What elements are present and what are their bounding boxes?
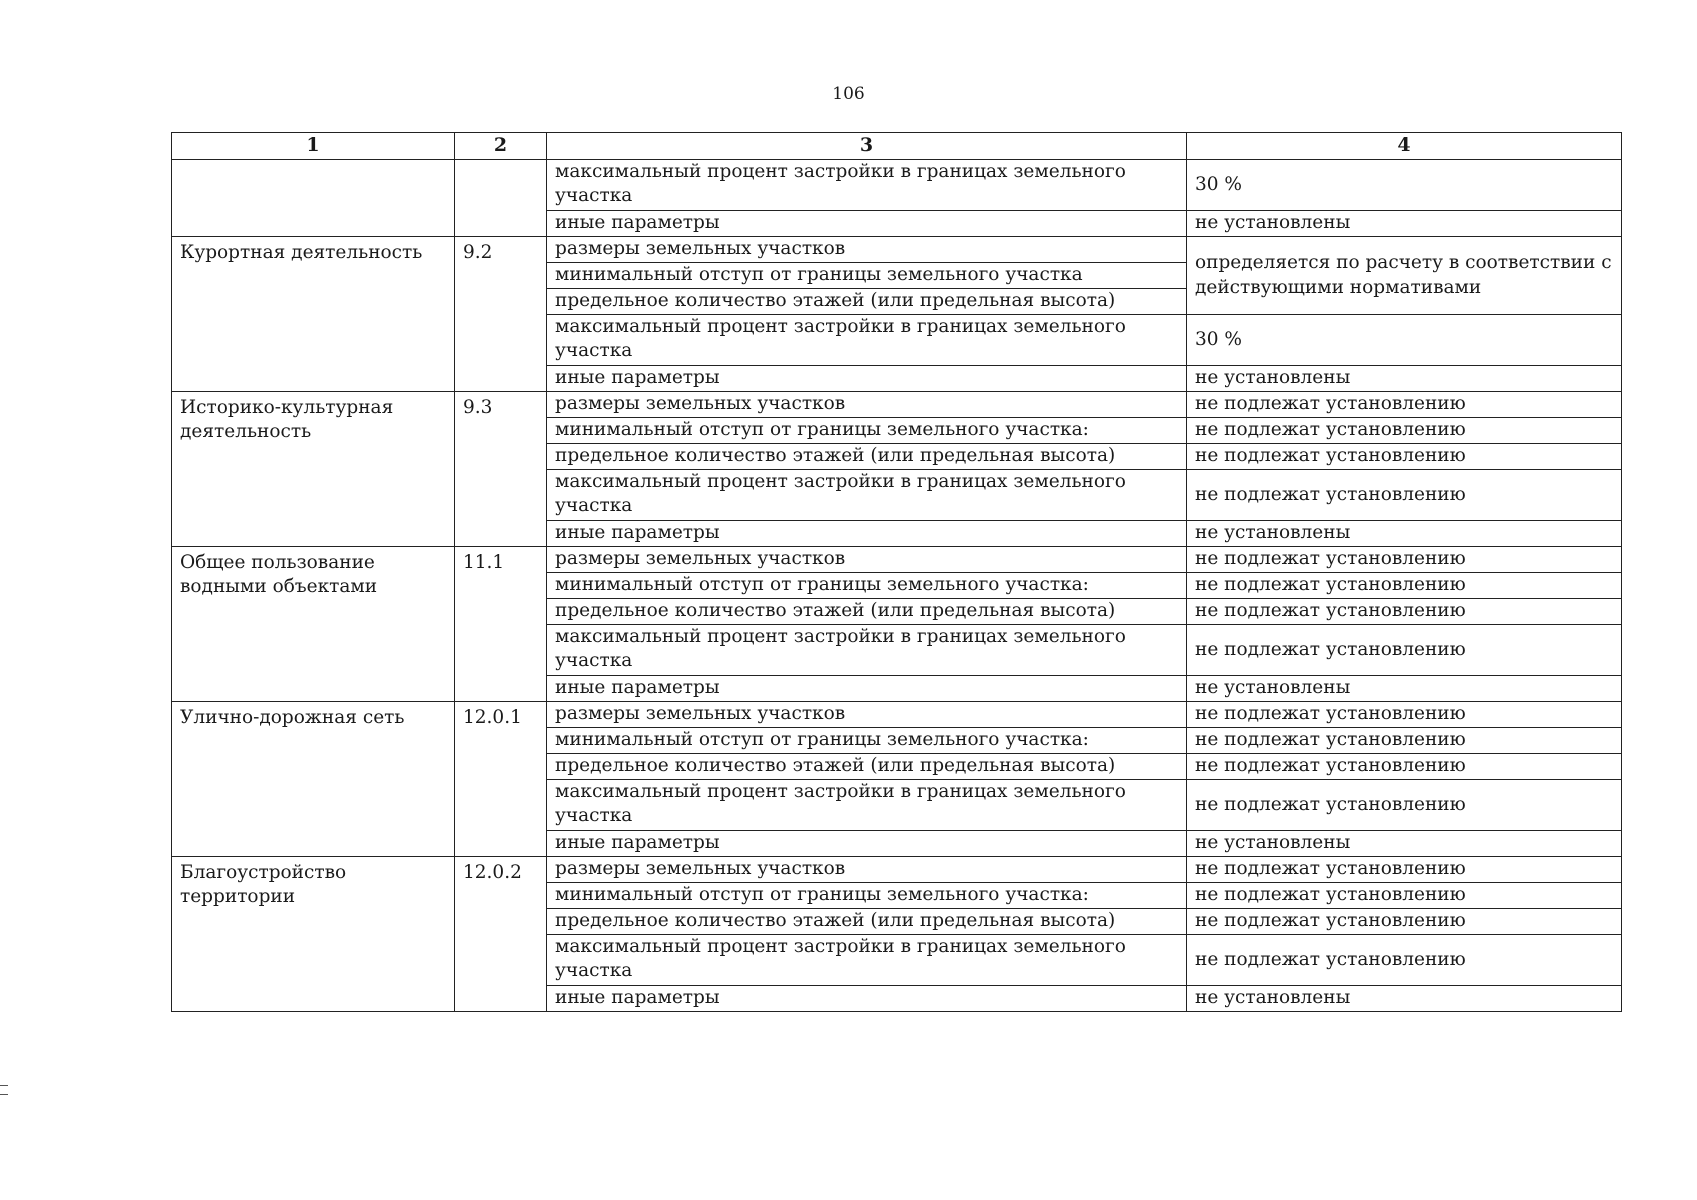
parameter-value: определяется по расчету в соответствии с действующими нормативами: [1187, 237, 1622, 315]
parameter-name: иные параметры: [547, 676, 1187, 702]
parameter-value: не подлежат установлению: [1187, 780, 1622, 831]
table-row: [172, 702, 1622, 728]
table-row: [172, 160, 1622, 211]
parameter-name: максимальный процент застройки в границах земельного участка: [547, 780, 1187, 831]
parameter-value: не подлежат установлению: [1187, 883, 1622, 909]
header-col-1: 1: [172, 133, 455, 160]
land-use-name: Историко-культурная деятельность: [172, 392, 455, 547]
parameter-name: предельное количество этажей (или предельная высота): [547, 754, 1187, 780]
parameter-value: не установлены: [1187, 676, 1622, 702]
land-use-code: 9.2: [455, 237, 547, 392]
parameter-value: не подлежат установлению: [1187, 470, 1622, 521]
parameter-value: не установлены: [1187, 831, 1622, 857]
table-row: [172, 547, 1622, 573]
scan-edge-mark: [0, 1085, 8, 1095]
land-use-code: 12.0.2: [455, 857, 547, 1012]
header-col-3: 3: [547, 133, 1187, 160]
parameter-name: максимальный процент застройки в границах земельного участка: [547, 625, 1187, 676]
parameter-name: максимальный процент застройки в границах земельного участка: [547, 315, 1187, 366]
parameter-value: не установлены: [1187, 986, 1622, 1012]
parameter-value: не подлежат установлению: [1187, 754, 1622, 780]
land-use-name: Общее пользование водными объектами: [172, 547, 455, 702]
parameter-value: не подлежат установлению: [1187, 392, 1622, 418]
parameter-value: не подлежат установлению: [1187, 935, 1622, 986]
parameter-name: размеры земельных участков: [547, 237, 1187, 263]
parameter-value: 30 %: [1187, 160, 1622, 211]
parameter-value: не подлежат установлению: [1187, 728, 1622, 754]
parameter-name: минимальный отступ от границы земельного участка:: [547, 883, 1187, 909]
parameter-name: иные параметры: [547, 211, 1187, 237]
parameter-value: не подлежат установлению: [1187, 702, 1622, 728]
parameter-value: не установлены: [1187, 366, 1622, 392]
land-use-name: Курортная деятельность: [172, 237, 455, 392]
table-row: [172, 392, 1622, 418]
parameter-name: размеры земельных участков: [547, 392, 1187, 418]
parameter-name: максимальный процент застройки в границах земельного участка: [547, 935, 1187, 986]
parameter-value: не установлены: [1187, 521, 1622, 547]
parameter-value: не подлежат установлению: [1187, 625, 1622, 676]
page-number: 106: [832, 84, 865, 104]
parameter-value: не подлежат установлению: [1187, 573, 1622, 599]
parameter-value: не установлены: [1187, 211, 1622, 237]
parameter-value: не подлежат установлению: [1187, 909, 1622, 935]
land-use-code: [455, 160, 547, 237]
parameter-value: не подлежат установлению: [1187, 857, 1622, 883]
parameter-name: предельное количество этажей (или предельная высота): [547, 909, 1187, 935]
parameter-name: иные параметры: [547, 521, 1187, 547]
parameter-name: предельное количество этажей (или предельная высота): [547, 289, 1187, 315]
land-use-name: [172, 160, 455, 237]
land-use-name: Улично-дорожная сеть: [172, 702, 455, 857]
land-use-parameters-table: [171, 132, 1622, 1012]
parameter-name: минимальный отступ от границы земельного участка: [547, 263, 1187, 289]
header-row: [172, 133, 1622, 160]
parameter-name: иные параметры: [547, 986, 1187, 1012]
parameter-name: иные параметры: [547, 831, 1187, 857]
parameter-value: не подлежат установлению: [1187, 444, 1622, 470]
land-use-name: Благоустройство территории: [172, 857, 455, 1012]
parameter-name: размеры земельных участков: [547, 857, 1187, 883]
land-use-code: 9.3: [455, 392, 547, 547]
parameter-name: размеры земельных участков: [547, 547, 1187, 573]
parameter-name: иные параметры: [547, 366, 1187, 392]
parameter-name: минимальный отступ от границы земельного участка:: [547, 728, 1187, 754]
parameter-name: размеры земельных участков: [547, 702, 1187, 728]
parameter-value: 30 %: [1187, 315, 1622, 366]
header-col-2: 2: [455, 133, 547, 160]
parameter-name: предельное количество этажей (или предельная высота): [547, 444, 1187, 470]
header-col-4: 4: [1187, 133, 1622, 160]
parameter-name: минимальный отступ от границы земельного участка:: [547, 573, 1187, 599]
parameter-name: минимальный отступ от границы земельного участка:: [547, 418, 1187, 444]
parameter-value: не подлежат установлению: [1187, 599, 1622, 625]
parameter-name: максимальный процент застройки в границах земельного участка: [547, 160, 1187, 211]
land-use-code: 11.1: [455, 547, 547, 702]
land-use-code: 12.0.1: [455, 702, 547, 857]
parameter-name: максимальный процент застройки в границах земельного участка: [547, 470, 1187, 521]
table-row: [172, 237, 1622, 263]
parameter-value: не подлежат установлению: [1187, 547, 1622, 573]
table-row: [172, 857, 1622, 883]
parameter-value: не подлежат установлению: [1187, 418, 1622, 444]
parameter-name: предельное количество этажей (или предельная высота): [547, 599, 1187, 625]
